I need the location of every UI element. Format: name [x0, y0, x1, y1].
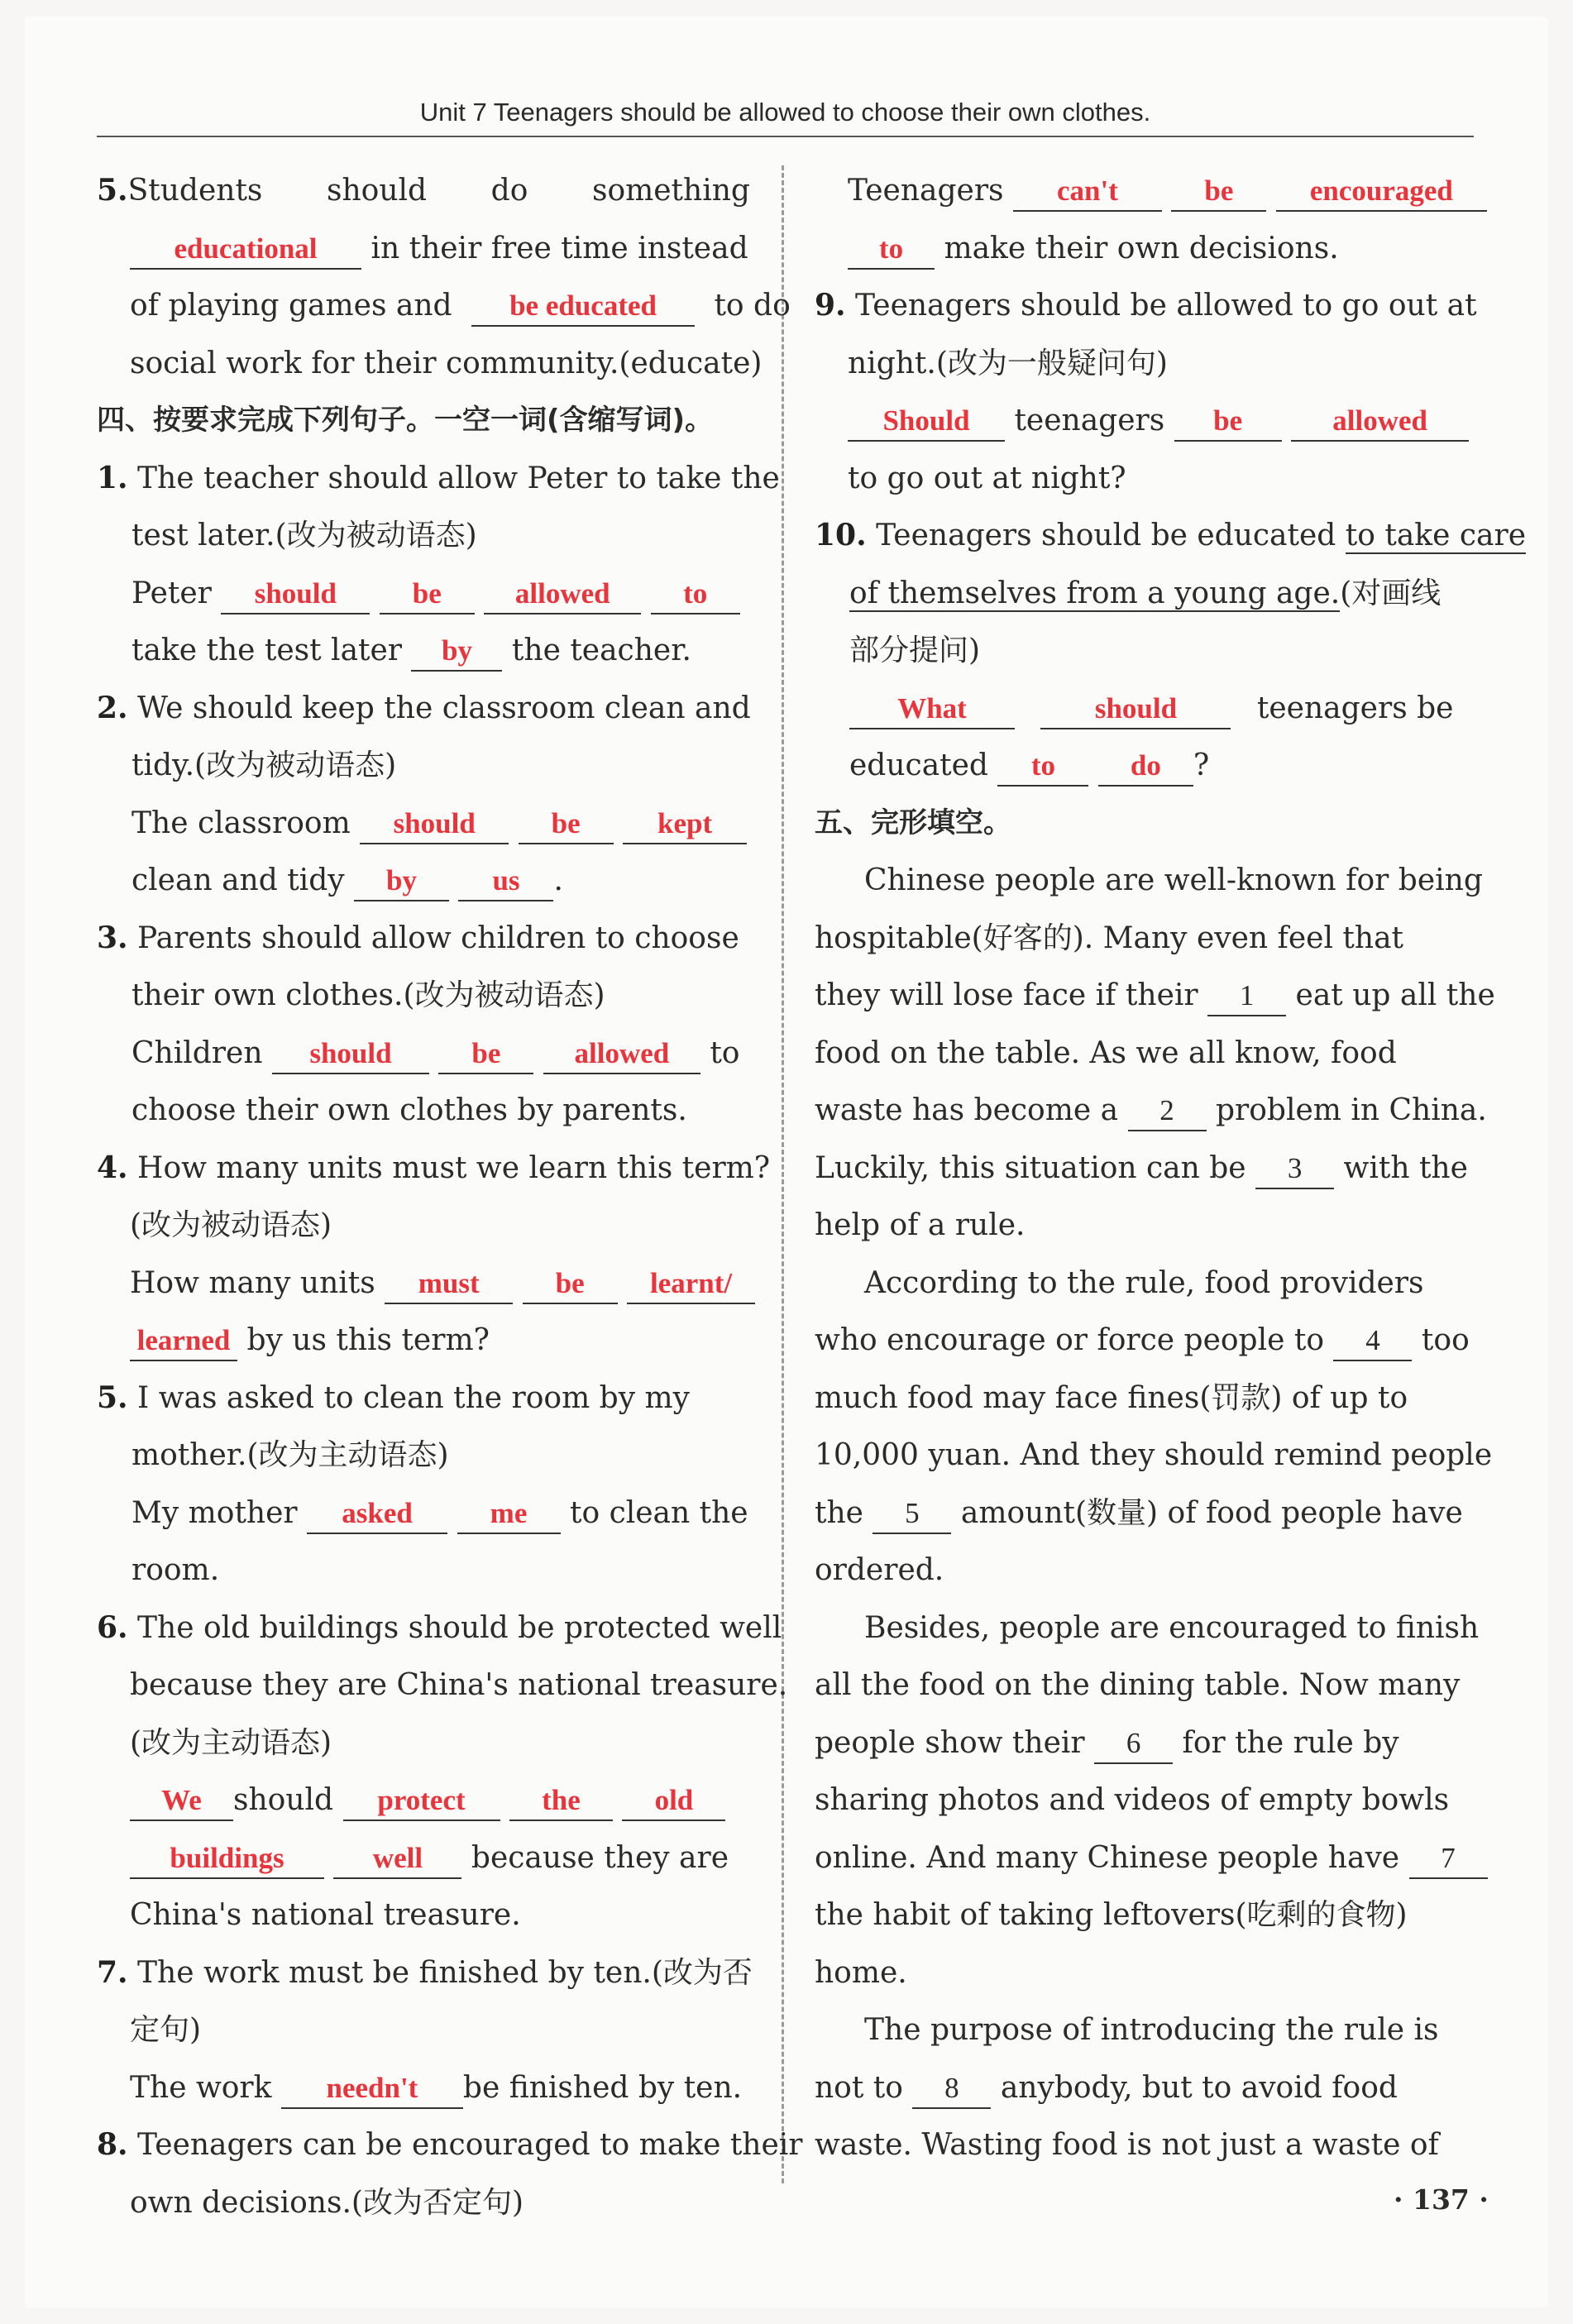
item-9-answer-2: to go out at night?	[848, 461, 1126, 495]
item-8-question: 8. Teenagers can be encouraged to make their	[97, 2127, 803, 2162]
item-2-answer: The classroom should be kept	[97, 795, 750, 853]
item-2-answer-2: clean and tidy by us .	[97, 852, 750, 910]
item-5-question-2: mother.(改为主动语态)	[131, 1438, 449, 1472]
answer-blank[interactable]: the	[509, 1781, 613, 1821]
cloze-blank-2[interactable]: 2	[1128, 1092, 1207, 1131]
item-6-question: 6. The old buildings should be protected well	[97, 1609, 782, 1645]
passage-line: people show their 6 for the rule by	[815, 1714, 1468, 1772]
column-divider	[782, 165, 784, 2183]
item-6-answer: We should protect the old	[97, 1772, 750, 1829]
item-1-question-2: test later.(改为被动语态)	[131, 519, 477, 552]
item-4-answer-2: learned by us this term?	[97, 1312, 750, 1370]
item-3-answer-2: choose their own clothes by parents.	[131, 1093, 687, 1127]
cloze-blank-3[interactable]: 3	[1255, 1150, 1334, 1189]
answer-blank[interactable]: allowed	[543, 1035, 700, 1074]
answer-blank[interactable]: kept	[623, 805, 747, 844]
item-9-question-2: night.(改为一般疑问句)	[848, 346, 1168, 380]
answer-blank[interactable]: to	[651, 575, 740, 614]
right-column	[815, 162, 1527, 2174]
q5-line-1: 5.Students should do something	[97, 173, 750, 208]
answer-blank[interactable]: be	[523, 1265, 618, 1304]
q5-line-3: of playing games and be educated to do	[97, 277, 750, 335]
item-10-question-3: 部分提问)	[849, 634, 981, 667]
cloze-blank-5[interactable]: 5	[873, 1494, 951, 1534]
item-8-question-2: own decisions.(改为否定句)	[130, 2185, 524, 2220]
passage-line: much food may face fines(罚款) of up to	[815, 1380, 1408, 1415]
left-column	[97, 162, 803, 2231]
item-7-question: 7. The work must be finished by ten.(改为否	[97, 1954, 753, 1990]
passage-line: sharing photos and videos of empty bowls	[815, 1783, 1450, 1817]
passage-line: online. And many Chinese people have 7	[815, 1829, 1468, 1887]
passage-line: Chinese people are well-known for being	[864, 863, 1483, 897]
cloze-blank-4[interactable]: 4	[1333, 1322, 1412, 1361]
answer-blank[interactable]: protect	[343, 1781, 500, 1821]
item-6-answer-3: China's national treasure.	[130, 1898, 521, 1932]
passage-line: waste. Wasting food is not just a waste of	[815, 2128, 1439, 2162]
answer-blank[interactable]: me	[457, 1494, 561, 1534]
item-6-question-2: because they are China's national treasure.	[130, 1668, 788, 1702]
passage-line: they will lose face if their 1 eat up all the	[815, 967, 1468, 1025]
page-number: · 137 ·	[1394, 2183, 1489, 2216]
answer-blank[interactable]: needn't	[281, 2069, 463, 2109]
passage-line: home.	[815, 1955, 907, 1990]
answer-blank[interactable]: be	[519, 805, 614, 844]
passage-line: help of a rule.	[815, 1208, 1026, 1242]
item-8-answer: Teenagers can't be encouraged	[815, 162, 1468, 220]
item-3-question: 3. Parents should allow children to choose	[97, 920, 739, 955]
answer-blank[interactable]: by	[354, 862, 449, 901]
passage-line: According to the rule, food providers	[864, 1265, 1424, 1300]
answer-blank[interactable]: do	[1098, 747, 1193, 787]
item-2-question-2: tidy.(改为被动语态)	[131, 748, 397, 782]
passage-line: hospitable(好客的). Many even feel that	[815, 921, 1404, 955]
page-header: Unit 7 Teenagers should be allowed to choose their own clothes.	[97, 89, 1474, 137]
item-7-answer: The work needn't be finished by ten.	[97, 2059, 750, 2117]
passage-line: not to 8 anybody, but to avoid food	[815, 2059, 1468, 2117]
item-1-answer-2: take the test later by the teacher.	[97, 622, 750, 680]
answer-blank[interactable]: must	[385, 1265, 513, 1304]
answer-blank[interactable]: be educated	[471, 287, 695, 327]
item-6-question-3: (改为主动语态)	[130, 1725, 332, 1760]
answer-blank[interactable]: encouraged	[1276, 172, 1487, 212]
item-9-answer: Should teenagers be allowed	[815, 392, 1468, 450]
answer-blank[interactable]: should	[221, 575, 370, 614]
passage-line: Besides, people are encouraged to finish	[864, 1610, 1480, 1645]
cloze-blank-6[interactable]: 6	[1094, 1724, 1173, 1764]
answer-blank[interactable]: learnt/	[627, 1265, 755, 1304]
q5-line-4: social work for their community.(educate)	[130, 346, 763, 380]
passage-line: 10,000 yuan. And they should remind people	[815, 1438, 1493, 1472]
item-4-answer: How many units must be learnt/	[97, 1255, 750, 1313]
passage-line: all the food on the dining table. Now many	[815, 1668, 1461, 1702]
passage-line: the habit of taking leftovers(吃剩的食物)	[815, 1898, 1408, 1932]
passage-line: food on the table. As we all know, food	[815, 1035, 1397, 1070]
passage-line: the 5 amount(数量) of food people have	[815, 1485, 1468, 1542]
item-8-answer-2: to make their own decisions.	[815, 220, 1468, 278]
cloze-blank-7[interactable]: 7	[1409, 1839, 1488, 1879]
item-10-answer-2: educated to do ?	[815, 737, 1468, 795]
answer-blank[interactable]: should	[360, 805, 509, 844]
cloze-blank-1[interactable]: 1	[1207, 977, 1286, 1016]
answer-blank[interactable]: can't	[1013, 172, 1162, 212]
item-10-answer: What should teenagers be	[815, 680, 1468, 738]
item-10-question-2: of themselves from a young age.(对画线	[849, 576, 1442, 610]
answer-blank[interactable]: Should	[848, 402, 1005, 442]
answer-blank[interactable]: be	[1174, 402, 1282, 442]
answer-blank[interactable]: to	[848, 230, 935, 270]
section-5-title: 五、完形填空。	[815, 806, 1011, 839]
answer-blank[interactable]: We	[130, 1781, 233, 1821]
answer-blank[interactable]: old	[622, 1781, 725, 1821]
passage-line: The purpose of introducing the rule is	[864, 2013, 1439, 2047]
item-1-question: 1. The teacher should allow Peter to take the	[97, 460, 780, 495]
passage-line: waste has become a 2 problem in China.	[815, 1082, 1468, 1140]
passage-line: Luckily, this situation can be 3 with the	[815, 1140, 1468, 1198]
cloze-blank-8[interactable]: 8	[912, 2069, 991, 2109]
answer-blank[interactable]: learned	[130, 1322, 237, 1361]
item-7-question-2: 定句)	[130, 2013, 202, 2047]
item-5-question: 5. I was asked to clean the room by my	[97, 1380, 690, 1415]
answer-blank[interactable]: be	[438, 1035, 533, 1074]
item-4-question-2: (改为被动语态)	[130, 1208, 332, 1242]
answer-blank[interactable]: to	[997, 747, 1088, 787]
answer-blank[interactable]: asked	[307, 1494, 447, 1534]
item-2-question: 2. We should keep the classroom clean and	[97, 690, 751, 725]
answer-blank[interactable]: us	[458, 862, 553, 901]
item-3-answer: Children should be allowed to	[97, 1025, 750, 1083]
item-10-question: 10. Teenagers should be educated to take care	[815, 518, 1527, 552]
passage-line: who encourage or force people to 4 too	[815, 1312, 1468, 1370]
section-4-title: 四、按要求完成下列句子。一空一词(含缩写词)。	[97, 404, 714, 437]
item-3-question-2: their own clothes.(改为被动语态)	[131, 978, 605, 1012]
answer-blank[interactable]: buildings	[130, 1839, 324, 1879]
answer-blank[interactable]: by	[411, 632, 502, 672]
item-5-answer: My mother asked me to clean the	[97, 1485, 750, 1542]
answer-blank[interactable]: allowed	[1291, 402, 1469, 442]
q5-line-2: educational in their free time instead	[97, 220, 750, 278]
item-6-answer-2: buildings well because they are	[97, 1829, 750, 1887]
answer-blank[interactable]: be	[380, 575, 475, 614]
answer-blank[interactable]: allowed	[484, 575, 641, 614]
answer-blank[interactable]: should	[1040, 690, 1231, 729]
item-4-question: 4. How many units must we learn this term?	[97, 1150, 771, 1185]
answer-blank[interactable]: well	[333, 1839, 461, 1879]
answer-blank[interactable]: be	[1171, 172, 1266, 212]
answer-blank[interactable]: should	[272, 1035, 429, 1074]
item-9-question: 9. Teenagers should be allowed to go out at	[815, 288, 1477, 323]
item-5-answer-2: room.	[131, 1553, 220, 1587]
answer-blank[interactable]: educational	[130, 230, 361, 270]
passage-line: ordered.	[815, 1553, 944, 1587]
item-1-answer: Peter should be allowed to	[97, 565, 750, 623]
answer-blank[interactable]: What	[849, 690, 1015, 729]
